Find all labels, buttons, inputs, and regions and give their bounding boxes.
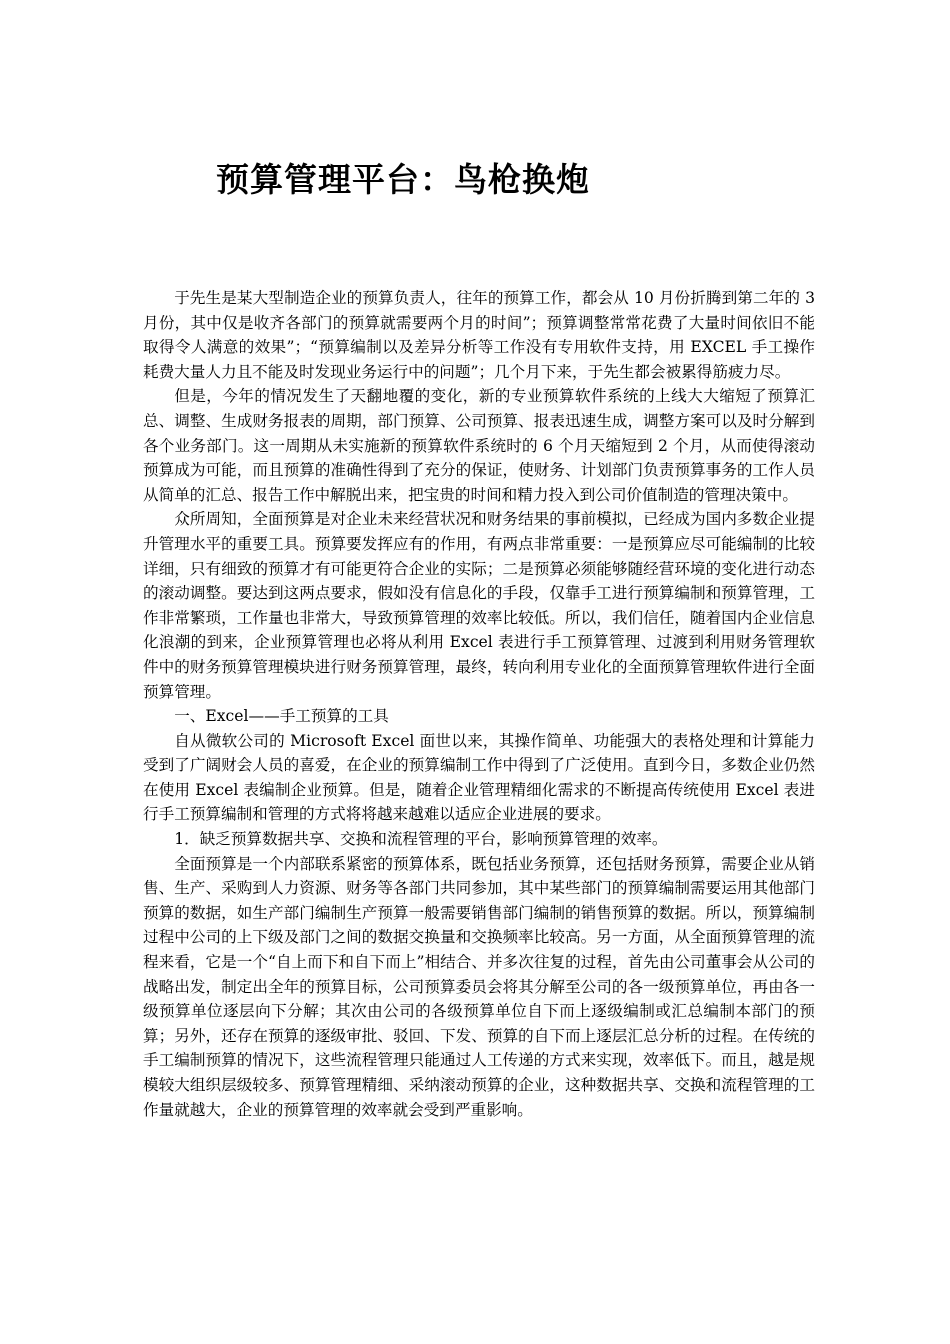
paragraph-overview: 众所周知，全面预算是对企业未来经营状况和财务结果的事前模拟，已经成为国内多数企业提升管理水平的重要工具。预算要发挥应有的作用，有两点非常重要：一是预算应尽可能编制的比较详细，只有细致的预算才有可能更符合企业的实际；二是预算必须能够随经营环境的变化进行动态的滚动调整。要达到这两点要求，假如没有信息化的手段，仅靠手工进行预算编制和预算管理，工作非常繁琐，工作量也非常大，导致预算管理的效率比较低。所以，我们信任，随着国内企业信息化浪潮的到来，企业预算管理也必将从利用 Excel 表进行手工预算管理、过渡到利用财务管理软件中的财务预算管理模块进行财务预算管理，最终，转向利用专业化的全面预算管理软件进行全面预算管理。 bbox=[143, 510, 815, 701]
section-heading-excel: 一、Excel——手工预算的工具 bbox=[174, 707, 389, 726]
subheading-point-1: 1．缺乏预算数据共享、交换和流程管理的平台，影响预算管理的效率。 bbox=[174, 830, 668, 849]
document-body bbox=[143, 286, 815, 1122]
document-title: 预算管理平台：鸟枪换炮 bbox=[216, 160, 590, 199]
paragraph-comprehensive-budget: 全面预算是一个内部联系紧密的预算体系，既包括业务预算，还包括财务预算，需要企业从销售、生产、采购到人力资源、财务等各部门共同参加，其中某些部门的预算编制需要运用其他部门预算的数据，如生产部门编制生产预算一般需要销售部门编制的销售预算的数据。所以，预算编制过程中公司的上下级及部门之间的数据交换量和交换频率比较高。另一方面，从全面预算管理的流程来看，它是一个“自上而下和自下而上”相结合、并多次往复的过程，首先由公司董事会从公司的战略出发，制定出全年的预算目标，公司预算委员会将其分解至公司的各一级预算单位，再由各一级预算单位逐层向下分解；其次由公司的各级预算单位自下而上逐级编制或汇总编制本部门的预算；另外，还存在预算的逐级审批、驳回、下发、预算的自下而上逐层汇总分析的过程。在传统的手工编制预算的情况下，这些流程管理只能通过人工传递的方式来实现，效率低下。而且，越是规模较大组织层级较多、预算管理精细、采纳滚动预算的企业，这种数据共享、交换和流程管理的工作量就越大，企业的预算管理的效率就会受到严重影响。 bbox=[143, 854, 815, 1119]
paragraph-excel: 自从微软公司的 Microsoft Excel 面世以来，其操作简单、功能强大的表格处理和计算能力受到了广阔财会人员的喜爱，在企业的预算编制工作中得到了广泛使用。直到今日，多数企业仍然在使用 Excel 表编制企业预算。但是，随着企业管理精细化需求的不断提高传统使用 Excel 表进行手工预算编制和管理的方式将将越来越难以适应企业进展的要求。 bbox=[143, 731, 815, 824]
paragraph-intro: 于先生是某大型制造企业的预算负责人，往年的预算工作，都会从 10 月份折腾到第二年的 3 月份，其中仅是收齐各部门的预算就需要两个月的时间”；预算调整常常花费了大量时间依旧不能取得令人满意的效果”；“预算编制以及差异分析等工作没有专用软件支持，用 EXCEL 手工操作耗费大量人力且不能及时发现业务运行中的问题”；几个月下来，于先生都会被累得筋疲力尽。 bbox=[143, 289, 815, 381]
paragraph-change: 但是，今年的情况发生了天翻地覆的变化，新的专业预算软件系统的上线大大缩短了预算汇总、调整、生成财务报表的周期，部门预算、公司预算、报表迅速生成，调整方案可以及时分解到各个业务部门。这一周期从未实施新的预算软件系统时的 6 个月天缩短到 2 个月，从而使得滚动预算成为可能，而且预算的准确性得到了充分的保证，使财务、计划部门负责预算事务的工作人员从简单的汇总、报告工作中解脱出来，把宝贵的时间和精力投入到公司价值制造的管理决策中。 bbox=[143, 387, 815, 504]
